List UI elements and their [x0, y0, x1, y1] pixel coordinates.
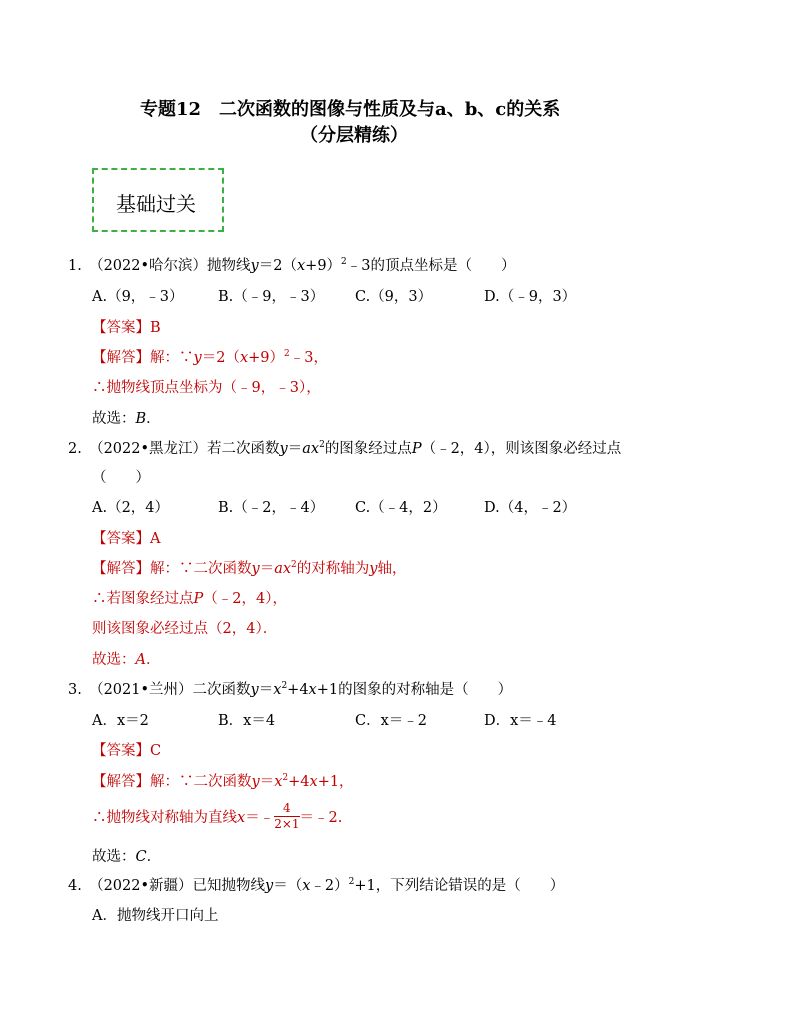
- q3-option-c: C．x＝﹣2: [355, 713, 427, 729]
- q3-option-b: B．x＝4: [218, 713, 276, 729]
- q1-answer: 【答案】B: [92, 320, 161, 336]
- q2-option-c: C.（﹣4，2）: [355, 500, 447, 516]
- q1-solution-2: ∴抛物线顶点坐标为（﹣9，﹣3），: [92, 380, 321, 396]
- q1-solution-3: 故选：B．: [92, 411, 161, 427]
- section-box: [92, 168, 224, 232]
- q2-stem: 2. （2022•黑龙江）若二次函数$y=ax^2$的图象经过点P（﹣2，4），则该图象必经过点: [68, 440, 622, 457]
- q1-option-d: D.（﹣9，3）: [484, 289, 577, 305]
- q4-option-a: A．抛物线开口向上: [92, 908, 219, 924]
- q3-answer: 【答案】C: [92, 743, 162, 759]
- q1-option-c: C.（9，3）: [355, 289, 433, 305]
- q3-solution-3: 故选：C．: [92, 849, 162, 865]
- fraction: $\frac{4}{2\times 1}$: [274, 801, 300, 831]
- q2-option-b: B.（﹣2，﹣4）: [218, 500, 325, 516]
- q1-option-b: B.（﹣9，﹣3）: [218, 289, 325, 305]
- q3-solution-2: ∴抛物线对称轴为直线x＝﹣ $\frac{4}{2\times 1}$ ＝﹣2.: [92, 801, 343, 831]
- page-title: 专题12 二次函数的图像与性质及与a、b、c的关系: [140, 99, 561, 120]
- q2-answer: 【答案】A: [92, 531, 161, 547]
- q3-solution-1: 【解答】解：∵二次函数$y=x^2+4x+1$，: [92, 773, 354, 790]
- q1-stem: 1. （2022•哈尔滨）抛物线$y=2(x+9)^2﹣3$的顶点坐标是（ ）: [68, 257, 516, 274]
- q2-solution-1: 【解答】解：∵二次函数$y=ax^2$的对称轴为y轴，: [92, 560, 407, 577]
- q1-option-a: A.（9，﹣3）: [92, 289, 184, 305]
- q3-option-d: D．x＝﹣4: [484, 713, 557, 729]
- page-subtitle: （分层精练）: [300, 125, 408, 146]
- section-label: 基础过关: [116, 192, 196, 216]
- q3-stem: 3. （2021•兰州）二次函数$y=x^2+4x+1$的图象的对称轴是（ ）: [68, 681, 513, 698]
- q2-solution-4: 故选：A．: [92, 652, 161, 668]
- q2-option-d: D.（4，﹣2）: [484, 500, 577, 516]
- q2-solution-3: 则该图象必经过点（2，4）．: [92, 621, 278, 637]
- q2-stem-cont: （ ）: [92, 470, 150, 486]
- q4-stem: 4. （2022•新疆）已知抛物线y＝（x﹣2）$^2$+1，下列结论错误的是（ ）: [68, 877, 565, 894]
- q2-solution-2: ∴若图象经过点P（﹣2，4），: [92, 591, 287, 607]
- q2-option-a: A.（2，4）: [92, 500, 170, 516]
- q1-solution-1: 【解答】解：$\because y=2(x+9)^2﹣3$，: [92, 349, 328, 366]
- q3-option-a: A．x＝2: [92, 713, 149, 729]
